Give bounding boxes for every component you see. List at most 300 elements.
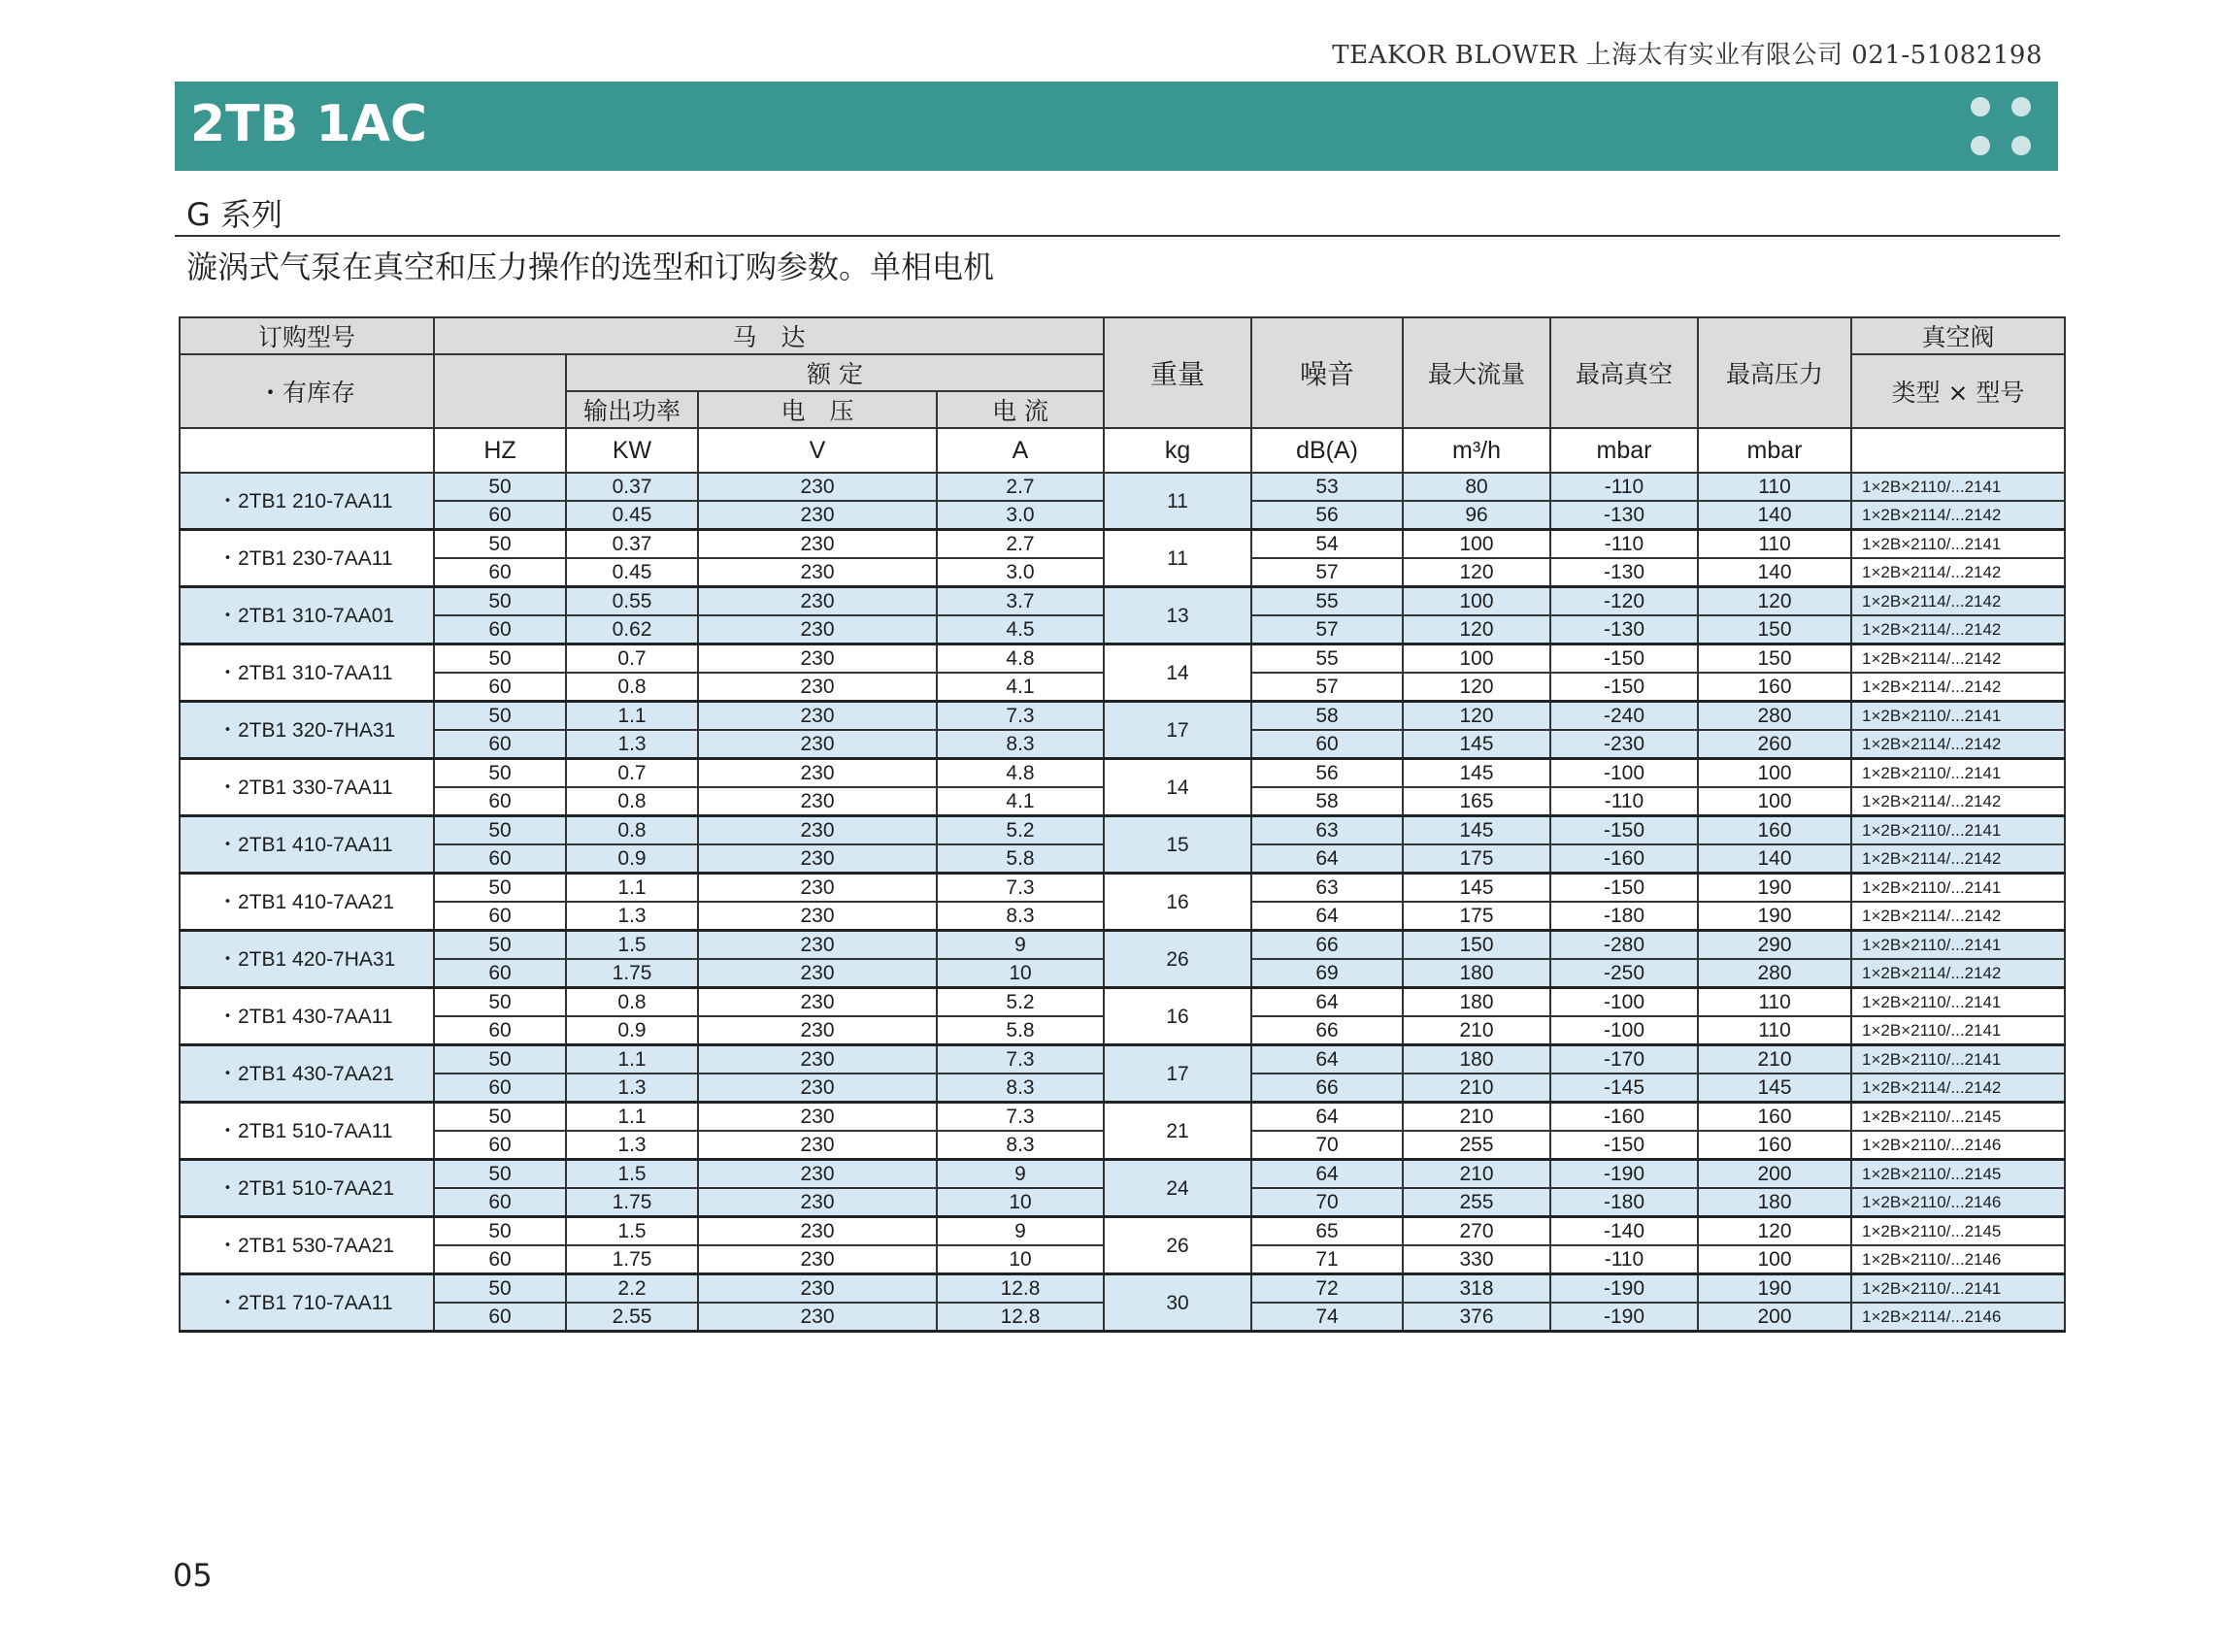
hz-cell: 50	[434, 1217, 566, 1246]
kw-cell: 1.1	[566, 874, 698, 903]
kw-cell: 0.8	[566, 673, 698, 702]
voltage-cell: 230	[698, 644, 937, 674]
pressure-cell: 100	[1698, 1245, 1851, 1274]
noise-cell: 66	[1251, 1016, 1403, 1045]
vacuum-cell: -100	[1550, 1016, 1698, 1045]
kw-cell: 1.3	[566, 1074, 698, 1103]
pressure-cell: 145	[1698, 1074, 1851, 1103]
table-row	[180, 988, 2065, 1017]
vacuum-cell: -110	[1550, 787, 1698, 816]
pressure-cell: 110	[1698, 988, 1851, 1017]
spec-table	[179, 316, 2066, 1333]
current-cell: 4.1	[937, 787, 1104, 816]
kw-cell: 2.2	[566, 1274, 698, 1304]
vacuum-cell: -145	[1550, 1074, 1698, 1103]
weight-cell: 30	[1104, 1274, 1251, 1332]
valve-cell: 1×2B×2110/...2146	[1851, 1245, 2065, 1274]
header-voltage: 电 压	[698, 391, 937, 428]
kw-cell: 1.5	[566, 1217, 698, 1246]
table-row	[180, 1217, 2065, 1246]
valve-cell: 1×2B×2110/...2141	[1851, 1016, 2065, 1045]
unit-flow: m³/h	[1403, 428, 1550, 473]
weight-cell: 16	[1104, 874, 1251, 931]
kw-cell: 1.3	[566, 1131, 698, 1160]
voltage-cell: 230	[698, 1045, 937, 1074]
voltage-cell: 230	[698, 902, 937, 931]
pressure-cell: 180	[1698, 1188, 1851, 1217]
flow-cell: 255	[1403, 1188, 1550, 1217]
valve-cell: 1×2B×2110/...2141	[1851, 816, 2065, 845]
voltage-cell: 230	[698, 1217, 937, 1246]
pressure-cell: 150	[1698, 644, 1851, 674]
vacuum-cell: -100	[1550, 759, 1698, 788]
vacuum-cell: -170	[1550, 1045, 1698, 1074]
kw-cell: 0.37	[566, 473, 698, 501]
kw-cell: 1.5	[566, 931, 698, 960]
valve-cell: 1×2B×2114/...2142	[1851, 902, 2065, 931]
vacuum-cell: -230	[1550, 730, 1698, 759]
vacuum-cell: -110	[1550, 1245, 1698, 1274]
pressure-cell: 140	[1698, 844, 1851, 874]
dots-decoration-icon	[1971, 97, 2033, 157]
table-row	[180, 587, 2065, 616]
pressure-cell: 190	[1698, 874, 1851, 903]
noise-cell: 70	[1251, 1188, 1403, 1217]
hz-cell: 60	[434, 1074, 566, 1103]
divider	[175, 235, 2060, 237]
unit-blank	[180, 428, 434, 473]
current-cell: 7.3	[937, 874, 1104, 903]
voltage-cell: 230	[698, 1074, 937, 1103]
flow-cell: 145	[1403, 816, 1550, 845]
flow-cell: 175	[1403, 844, 1550, 874]
pressure-cell: 150	[1698, 615, 1851, 644]
current-cell: 12.8	[937, 1274, 1104, 1304]
valve-cell: 1×2B×2114/...2142	[1851, 730, 2065, 759]
vacuum-cell: -280	[1550, 931, 1698, 960]
hz-cell: 50	[434, 874, 566, 903]
current-cell: 9	[937, 931, 1104, 960]
unit-kw: KW	[566, 428, 698, 473]
table-row	[180, 931, 2065, 960]
current-cell: 2.7	[937, 473, 1104, 501]
vacuum-cell: -110	[1550, 530, 1698, 559]
noise-cell: 54	[1251, 530, 1403, 559]
valve-cell: 1×2B×2114/...2142	[1851, 959, 2065, 988]
header-hz-blank	[434, 354, 566, 428]
flow-cell: 180	[1403, 959, 1550, 988]
valve-cell: 1×2B×2110/...2141	[1851, 759, 2065, 788]
current-cell: 4.1	[937, 673, 1104, 702]
model-cell: ・2TB1 510-7AA21	[180, 1160, 434, 1217]
current-cell: 7.3	[937, 1045, 1104, 1074]
noise-cell: 64	[1251, 1160, 1403, 1189]
flow-cell: 120	[1403, 615, 1550, 644]
voltage-cell: 230	[698, 816, 937, 845]
flow-cell: 165	[1403, 787, 1550, 816]
voltage-cell: 230	[698, 874, 937, 903]
hz-cell: 60	[434, 1188, 566, 1217]
pressure-cell: 160	[1698, 1131, 1851, 1160]
hz-cell: 60	[434, 501, 566, 530]
model-cell: ・2TB1 210-7AA11	[180, 473, 434, 530]
voltage-cell: 230	[698, 1303, 937, 1332]
valve-cell: 1×2B×2110/...2145	[1851, 1160, 2065, 1189]
weight-cell: 14	[1104, 759, 1251, 816]
current-cell: 7.3	[937, 702, 1104, 731]
voltage-cell: 230	[698, 988, 937, 1017]
noise-cell: 72	[1251, 1274, 1403, 1304]
noise-cell: 71	[1251, 1245, 1403, 1274]
pressure-cell: 160	[1698, 1103, 1851, 1132]
model-cell: ・2TB1 320-7HA31	[180, 702, 434, 759]
valve-cell: 1×2B×2114/...2142	[1851, 615, 2065, 644]
current-cell: 10	[937, 959, 1104, 988]
voltage-cell: 230	[698, 1274, 937, 1304]
hz-cell: 50	[434, 1160, 566, 1189]
kw-cell: 1.1	[566, 702, 698, 731]
hz-cell: 60	[434, 1016, 566, 1045]
flow-cell: 120	[1403, 673, 1550, 702]
valve-cell: 1×2B×2110/...2141	[1851, 702, 2065, 731]
title-banner	[175, 82, 2058, 171]
pressure-cell: 260	[1698, 730, 1851, 759]
hz-cell: 50	[434, 1274, 566, 1304]
model-cell: ・2TB1 310-7AA01	[180, 587, 434, 644]
noise-cell: 66	[1251, 931, 1403, 960]
table-row	[180, 1045, 2065, 1074]
hz-cell: 50	[434, 1045, 566, 1074]
voltage-cell: 230	[698, 587, 937, 616]
valve-cell: 1×2B×2114/...2146	[1851, 1303, 2065, 1332]
vacuum-cell: -150	[1550, 644, 1698, 674]
hz-cell: 60	[434, 1131, 566, 1160]
hz-cell: 60	[434, 1303, 566, 1332]
table-row	[180, 874, 2065, 903]
hz-cell: 60	[434, 959, 566, 988]
model-cell: ・2TB1 230-7AA11	[180, 530, 434, 587]
model-cell: ・2TB1 410-7AA21	[180, 874, 434, 931]
noise-cell: 64	[1251, 844, 1403, 874]
voltage-cell: 230	[698, 1103, 937, 1132]
series-label: G 系列	[186, 196, 282, 233]
table-row	[180, 644, 2065, 674]
voltage-cell: 230	[698, 931, 937, 960]
header-current: 电 流	[937, 391, 1104, 428]
kw-cell: 0.8	[566, 787, 698, 816]
voltage-cell: 230	[698, 730, 937, 759]
current-cell: 4.5	[937, 615, 1104, 644]
pressure-cell: 290	[1698, 931, 1851, 960]
valve-cell: 1×2B×2110/...2145	[1851, 1103, 2065, 1132]
weight-cell: 16	[1104, 988, 1251, 1045]
pressure-cell: 160	[1698, 673, 1851, 702]
model-cell: ・2TB1 530-7AA21	[180, 1217, 434, 1274]
vacuum-cell: -180	[1550, 902, 1698, 931]
vacuum-cell: -160	[1550, 1103, 1698, 1132]
flow-cell: 100	[1403, 644, 1550, 674]
voltage-cell: 230	[698, 473, 937, 501]
kw-cell: 1.1	[566, 1103, 698, 1132]
flow-cell: 255	[1403, 1131, 1550, 1160]
kw-cell: 0.55	[566, 587, 698, 616]
noise-cell: 64	[1251, 902, 1403, 931]
flow-cell: 96	[1403, 501, 1550, 530]
vacuum-cell: -190	[1550, 1303, 1698, 1332]
noise-cell: 64	[1251, 1103, 1403, 1132]
current-cell: 5.2	[937, 988, 1104, 1017]
hz-cell: 60	[434, 844, 566, 874]
table-row	[180, 1160, 2065, 1189]
unit-kg: kg	[1104, 428, 1251, 473]
voltage-cell: 230	[698, 959, 937, 988]
product-title: 2TB 1AC	[190, 95, 427, 153]
weight-cell: 11	[1104, 530, 1251, 587]
voltage-cell: 230	[698, 844, 937, 874]
vacuum-cell: -250	[1550, 959, 1698, 988]
unit-hz: HZ	[434, 428, 566, 473]
flow-cell: 180	[1403, 988, 1550, 1017]
pressure-cell: 280	[1698, 702, 1851, 731]
voltage-cell: 230	[698, 530, 937, 559]
current-cell: 5.8	[937, 1016, 1104, 1045]
current-cell: 9	[937, 1217, 1104, 1246]
kw-cell: 0.8	[566, 816, 698, 845]
flow-cell: 210	[1403, 1016, 1550, 1045]
valve-cell: 1×2B×2114/...2142	[1851, 1074, 2065, 1103]
noise-cell: 58	[1251, 787, 1403, 816]
noise-cell: 69	[1251, 959, 1403, 988]
weight-cell: 13	[1104, 587, 1251, 644]
voltage-cell: 230	[698, 759, 937, 788]
current-cell: 3.0	[937, 501, 1104, 530]
valve-cell: 1×2B×2114/...2142	[1851, 844, 2065, 874]
weight-cell: 26	[1104, 931, 1251, 988]
vacuum-cell: -180	[1550, 1188, 1698, 1217]
valve-cell: 1×2B×2110/...2141	[1851, 530, 2065, 559]
vacuum-cell: -240	[1550, 702, 1698, 731]
model-cell: ・2TB1 510-7AA11	[180, 1103, 434, 1160]
pressure-cell: 140	[1698, 501, 1851, 530]
weight-cell: 21	[1104, 1103, 1251, 1160]
valve-cell: 1×2B×2110/...2141	[1851, 988, 2065, 1017]
current-cell: 4.8	[937, 759, 1104, 788]
current-cell: 4.8	[937, 644, 1104, 674]
hz-cell: 60	[434, 615, 566, 644]
table-row	[180, 530, 2065, 559]
noise-cell: 57	[1251, 615, 1403, 644]
vacuum-cell: -120	[1550, 587, 1698, 616]
model-cell: ・2TB1 430-7AA21	[180, 1045, 434, 1103]
current-cell: 12.8	[937, 1303, 1104, 1332]
hz-cell: 50	[434, 473, 566, 501]
flow-cell: 210	[1403, 1074, 1550, 1103]
flow-cell: 175	[1403, 902, 1550, 931]
pressure-cell: 110	[1698, 530, 1851, 559]
pressure-cell: 190	[1698, 902, 1851, 931]
vacuum-cell: -140	[1550, 1217, 1698, 1246]
table-subtitle: 漩涡式气泵在真空和压力操作的选型和订购参数。单相电机	[186, 248, 995, 285]
table-row	[180, 702, 2065, 731]
voltage-cell: 230	[698, 1160, 937, 1189]
vacuum-cell: -190	[1550, 1274, 1698, 1304]
pressure-cell: 110	[1698, 1016, 1851, 1045]
flow-cell: 150	[1403, 931, 1550, 960]
flow-cell: 120	[1403, 558, 1550, 587]
flow-cell: 145	[1403, 730, 1550, 759]
unit-valve-blank	[1851, 428, 2065, 473]
noise-cell: 63	[1251, 816, 1403, 845]
page-number: 05	[173, 1557, 213, 1594]
header-valve: 真空阀	[1851, 317, 2065, 354]
noise-cell: 53	[1251, 473, 1403, 501]
vacuum-cell: -190	[1550, 1160, 1698, 1189]
hz-cell: 60	[434, 1245, 566, 1274]
valve-cell: 1×2B×2110/...2141	[1851, 473, 2065, 501]
hz-cell: 60	[434, 558, 566, 587]
noise-cell: 56	[1251, 759, 1403, 788]
vacuum-cell: -130	[1550, 558, 1698, 587]
flow-cell: 145	[1403, 759, 1550, 788]
header-valve-type: 类型 × 型号	[1851, 354, 2065, 428]
hz-cell: 60	[434, 673, 566, 702]
voltage-cell: 230	[698, 1016, 937, 1045]
header-motor: 马 达	[434, 317, 1104, 354]
valve-cell: 1×2B×2114/...2142	[1851, 501, 2065, 530]
weight-cell: 24	[1104, 1160, 1251, 1217]
pressure-cell: 200	[1698, 1303, 1851, 1332]
model-cell: ・2TB1 420-7HA31	[180, 931, 434, 988]
model-cell: ・2TB1 710-7AA11	[180, 1274, 434, 1332]
noise-cell: 57	[1251, 558, 1403, 587]
pressure-cell: 190	[1698, 1274, 1851, 1304]
voltage-cell: 230	[698, 787, 937, 816]
kw-cell: 0.9	[566, 1016, 698, 1045]
noise-cell: 64	[1251, 988, 1403, 1017]
kw-cell: 1.5	[566, 1160, 698, 1189]
unit-pressure: mbar	[1698, 428, 1851, 473]
vacuum-cell: -160	[1550, 844, 1698, 874]
hz-cell: 60	[434, 730, 566, 759]
vacuum-cell: -110	[1550, 473, 1698, 501]
table-row	[180, 816, 2065, 845]
flow-cell: 270	[1403, 1217, 1550, 1246]
noise-cell: 58	[1251, 702, 1403, 731]
current-cell: 8.3	[937, 1131, 1104, 1160]
model-cell: ・2TB1 430-7AA11	[180, 988, 434, 1045]
current-cell: 3.7	[937, 587, 1104, 616]
vacuum-cell: -130	[1550, 615, 1698, 644]
noise-cell: 74	[1251, 1303, 1403, 1332]
hz-cell: 60	[434, 787, 566, 816]
kw-cell: 0.9	[566, 844, 698, 874]
kw-cell: 1.75	[566, 1245, 698, 1274]
kw-cell: 0.45	[566, 501, 698, 530]
vacuum-cell: -150	[1550, 874, 1698, 903]
weight-cell: 17	[1104, 1045, 1251, 1103]
valve-cell: 1×2B×2110/...2146	[1851, 1131, 2065, 1160]
current-cell: 9	[937, 1160, 1104, 1189]
current-cell: 8.3	[937, 730, 1104, 759]
vacuum-cell: -130	[1550, 501, 1698, 530]
current-cell: 10	[937, 1245, 1104, 1274]
header-max-pressure: 最高压力	[1698, 317, 1851, 428]
current-cell: 7.3	[937, 1103, 1104, 1132]
weight-cell: 26	[1104, 1217, 1251, 1274]
unit-db: dB(A)	[1251, 428, 1403, 473]
unit-a: A	[937, 428, 1104, 473]
valve-cell: 1×2B×2110/...2141	[1851, 1274, 2065, 1304]
current-cell: 8.3	[937, 902, 1104, 931]
flow-cell: 376	[1403, 1303, 1550, 1332]
kw-cell: 2.55	[566, 1303, 698, 1332]
pressure-cell: 160	[1698, 816, 1851, 845]
kw-cell: 0.37	[566, 530, 698, 559]
valve-cell: 1×2B×2110/...2145	[1851, 1217, 2065, 1246]
current-cell: 5.8	[937, 844, 1104, 874]
valve-cell: 1×2B×2110/...2141	[1851, 931, 2065, 960]
model-cell: ・2TB1 410-7AA11	[180, 816, 434, 874]
noise-cell: 57	[1251, 673, 1403, 702]
pressure-cell: 120	[1698, 1217, 1851, 1246]
hz-cell: 50	[434, 988, 566, 1017]
hz-cell: 50	[434, 816, 566, 845]
pressure-cell: 280	[1698, 959, 1851, 988]
flow-cell: 210	[1403, 1160, 1550, 1189]
header-max-vacuum: 最高真空	[1550, 317, 1698, 428]
noise-cell: 70	[1251, 1131, 1403, 1160]
kw-cell: 0.45	[566, 558, 698, 587]
current-cell: 3.0	[937, 558, 1104, 587]
voltage-cell: 230	[698, 702, 937, 731]
kw-cell: 0.7	[566, 644, 698, 674]
hz-cell: 50	[434, 587, 566, 616]
valve-cell: 1×2B×2114/...2142	[1851, 558, 2065, 587]
header-noise: 噪音	[1251, 317, 1403, 428]
noise-cell: 60	[1251, 730, 1403, 759]
pressure-cell: 100	[1698, 787, 1851, 816]
table-row	[180, 1103, 2065, 1132]
voltage-cell: 230	[698, 673, 937, 702]
pressure-cell: 120	[1698, 587, 1851, 616]
kw-cell: 1.75	[566, 1188, 698, 1217]
hz-cell: 60	[434, 902, 566, 931]
valve-cell: 1×2B×2114/...2142	[1851, 787, 2065, 816]
header-weight: 重量	[1104, 317, 1251, 428]
current-cell: 8.3	[937, 1074, 1104, 1103]
weight-cell: 17	[1104, 702, 1251, 759]
table-row	[180, 473, 2065, 501]
table-row	[180, 1274, 2065, 1304]
pressure-cell: 110	[1698, 473, 1851, 501]
noise-cell: 65	[1251, 1217, 1403, 1246]
voltage-cell: 230	[698, 1188, 937, 1217]
voltage-cell: 230	[698, 501, 937, 530]
header-output-power: 输出功率	[566, 391, 698, 428]
unit-v: V	[698, 428, 937, 473]
hz-cell: 50	[434, 702, 566, 731]
current-cell: 5.2	[937, 816, 1104, 845]
valve-cell: 1×2B×2114/...2142	[1851, 587, 2065, 616]
flow-cell: 80	[1403, 473, 1550, 501]
weight-cell: 11	[1104, 473, 1251, 530]
flow-cell: 180	[1403, 1045, 1550, 1074]
flow-cell: 318	[1403, 1274, 1550, 1304]
flow-cell: 120	[1403, 702, 1550, 731]
pressure-cell: 210	[1698, 1045, 1851, 1074]
pressure-cell: 100	[1698, 759, 1851, 788]
unit-vacuum: mbar	[1550, 428, 1698, 473]
